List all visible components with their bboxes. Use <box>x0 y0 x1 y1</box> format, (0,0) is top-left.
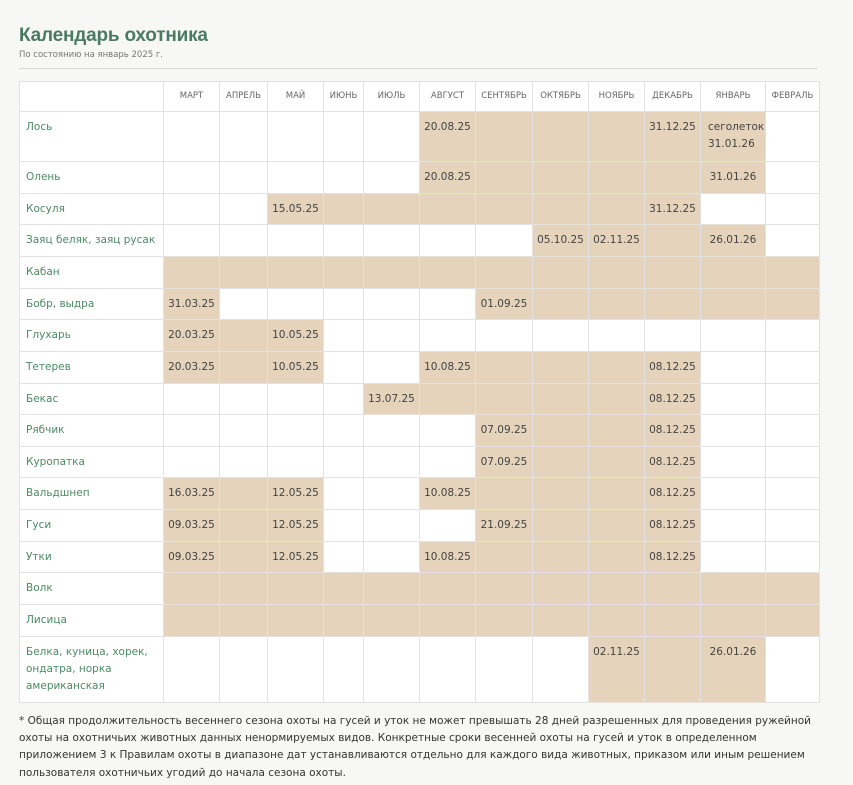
month-cell <box>766 352 820 384</box>
season-cell <box>589 289 645 320</box>
month-cell <box>420 415 476 447</box>
season-cell <box>364 194 420 225</box>
season-cell <box>220 510 268 542</box>
season-cell: 09.03.25 <box>164 510 220 542</box>
season-cell: 08.12.25 <box>645 510 701 542</box>
season-cell <box>324 573 364 605</box>
table-row <box>20 384 820 415</box>
month-cell <box>324 384 364 415</box>
season-cell <box>645 162 701 194</box>
season-cell: 31.12.25 <box>645 194 701 225</box>
season-cell: 12.05.25 <box>268 478 324 510</box>
month-cell <box>220 112 268 162</box>
season-cell <box>364 257 420 289</box>
month-cell <box>364 112 420 162</box>
month-cell <box>701 384 766 415</box>
animal-name: Лось <box>20 112 164 162</box>
footnote: * Общая продолжительность весеннего сезона охоты на гусей и уток не может превышать 28 дней разрешенных для проведения ружейной охоты на охотничьих животных данных ненормируемых видов. Конкретные сроки весенней охоты на гусей и уток в определенном приложением 3 к Правилам охоты в диапазоне дат устанавливаются отдельно для каждого вида животных, приказом или иным решением пользователя охотничьих угодий до начала сезона охоты. <box>19 715 811 779</box>
season-cell <box>766 605 820 637</box>
table-row <box>20 510 820 542</box>
month-cell <box>364 447 420 478</box>
month-cell <box>701 542 766 573</box>
month-cell <box>220 447 268 478</box>
season-cell <box>164 257 220 289</box>
page-subtitle: По состоянию на январь 2025 г. <box>19 50 164 60</box>
season-cell <box>701 289 766 320</box>
season-cell <box>420 257 476 289</box>
season-cell <box>220 257 268 289</box>
season-cell <box>476 542 533 573</box>
month-header: МАЙ <box>268 82 324 112</box>
calendar-body <box>20 112 820 703</box>
month-cell <box>701 352 766 384</box>
season-cell <box>766 257 820 289</box>
table-row <box>20 320 820 352</box>
season-cell <box>164 605 220 637</box>
month-cell <box>220 415 268 447</box>
month-cell <box>766 194 820 225</box>
table-row <box>20 225 820 257</box>
table-row <box>20 637 820 703</box>
season-cell <box>589 194 645 225</box>
season-cell <box>645 637 701 703</box>
month-cell <box>364 162 420 194</box>
season-cell <box>533 447 589 478</box>
season-cell: 16.03.25 <box>164 478 220 510</box>
month-cell <box>220 162 268 194</box>
animal-name: Волк <box>20 573 164 605</box>
month-cell <box>364 225 420 257</box>
animal-name: Белка, куница, хорек, ондатра, норка американская <box>20 637 164 703</box>
season-cell <box>766 573 820 605</box>
season-cell: 08.12.25 <box>645 415 701 447</box>
month-cell <box>164 225 220 257</box>
month-cell <box>533 637 589 703</box>
season-cell: 02.11.25 <box>589 225 645 257</box>
month-cell <box>324 289 364 320</box>
season-cell: 10.05.25 <box>268 352 324 384</box>
month-header: ДЕКАБРЬ <box>645 82 701 112</box>
month-cell <box>533 320 589 352</box>
animal-name: Косуля <box>20 194 164 225</box>
month-header: СЕНТЯБРЬ <box>476 82 533 112</box>
season-cell <box>589 542 645 573</box>
month-header: ИЮНЬ <box>324 82 364 112</box>
month-cell <box>766 510 820 542</box>
month-cell <box>164 112 220 162</box>
month-cell <box>364 289 420 320</box>
season-cell <box>533 605 589 637</box>
season-cell: 20.03.25 <box>164 320 220 352</box>
animal-name: Лисица <box>20 605 164 637</box>
season-cell: 08.12.25 <box>645 384 701 415</box>
season-cell <box>220 478 268 510</box>
month-cell <box>476 225 533 257</box>
table-row <box>20 289 820 320</box>
season-cell <box>589 447 645 478</box>
month-cell <box>268 225 324 257</box>
season-cell: 01.09.25 <box>476 289 533 320</box>
season-cell <box>645 257 701 289</box>
season-cell: 15.05.25 <box>268 194 324 225</box>
month-header: ЯНВАРЬ <box>701 82 766 112</box>
month-cell <box>220 194 268 225</box>
month-cell <box>476 320 533 352</box>
month-cell <box>364 510 420 542</box>
page-title: Календарь охотника <box>19 25 208 46</box>
season-cell <box>645 289 701 320</box>
season-cell <box>589 384 645 415</box>
season-cell <box>533 194 589 225</box>
month-cell <box>164 162 220 194</box>
header-corner <box>20 82 164 112</box>
month-cell <box>268 289 324 320</box>
season-cell <box>533 289 589 320</box>
animal-name: Гуси <box>20 510 164 542</box>
season-cell: 08.12.25 <box>645 352 701 384</box>
table-row <box>20 415 820 447</box>
month-cell <box>220 289 268 320</box>
season-cell <box>766 289 820 320</box>
season-cell: 26.01.26 <box>701 637 766 703</box>
month-cell <box>766 542 820 573</box>
month-cell <box>164 194 220 225</box>
season-cell <box>268 257 324 289</box>
season-cell <box>364 605 420 637</box>
season-cell <box>324 605 364 637</box>
season-cell <box>533 384 589 415</box>
month-cell <box>324 415 364 447</box>
season-cell: 20.03.25 <box>164 352 220 384</box>
month-cell <box>164 637 220 703</box>
season-cell: 05.10.25 <box>533 225 589 257</box>
month-cell <box>324 112 364 162</box>
month-cell <box>364 320 420 352</box>
animal-name: Тетерев <box>20 352 164 384</box>
season-cell: 31.01.26 <box>701 162 766 194</box>
season-cell <box>324 257 364 289</box>
month-cell <box>324 225 364 257</box>
animal-name: Глухарь <box>20 320 164 352</box>
table-row <box>20 605 820 637</box>
season-cell <box>533 510 589 542</box>
month-cell <box>701 194 766 225</box>
title-divider <box>19 68 818 69</box>
season-cell <box>268 573 324 605</box>
animal-name: Куропатка <box>20 447 164 478</box>
season-cell <box>420 573 476 605</box>
month-cell <box>766 225 820 257</box>
month-cell <box>701 510 766 542</box>
season-cell <box>589 415 645 447</box>
season-cell: 26.01.26 <box>701 225 766 257</box>
table-row <box>20 478 820 510</box>
season-cell <box>476 162 533 194</box>
month-cell <box>220 637 268 703</box>
season-cell: сеголеток 31.01.26 <box>701 112 766 162</box>
season-cell: 08.12.25 <box>645 542 701 573</box>
season-cell <box>220 542 268 573</box>
season-cell <box>589 605 645 637</box>
season-cell <box>589 352 645 384</box>
animal-name: Вальдшнеп <box>20 478 164 510</box>
season-cell: 10.05.25 <box>268 320 324 352</box>
month-cell <box>420 225 476 257</box>
animal-name: Рябчик <box>20 415 164 447</box>
month-header: ФЕВРАЛЬ <box>766 82 820 112</box>
month-cell <box>164 415 220 447</box>
month-cell <box>324 478 364 510</box>
month-cell <box>766 637 820 703</box>
season-cell: 02.11.25 <box>589 637 645 703</box>
season-cell <box>589 257 645 289</box>
month-cell <box>766 162 820 194</box>
table-row <box>20 352 820 384</box>
animal-name: Олень <box>20 162 164 194</box>
animal-name: Бобр, выдра <box>20 289 164 320</box>
month-header: ИЮЛЬ <box>364 82 420 112</box>
month-header: НОЯБРЬ <box>589 82 645 112</box>
season-cell <box>476 194 533 225</box>
month-cell <box>476 637 533 703</box>
month-cell <box>268 384 324 415</box>
month-cell <box>324 447 364 478</box>
season-cell <box>533 162 589 194</box>
season-cell: 20.08.25 <box>420 162 476 194</box>
month-cell <box>701 320 766 352</box>
season-cell <box>533 112 589 162</box>
season-cell <box>476 573 533 605</box>
animal-name: Утки <box>20 542 164 573</box>
season-cell <box>701 605 766 637</box>
season-cell <box>476 352 533 384</box>
month-cell <box>766 478 820 510</box>
month-cell <box>268 415 324 447</box>
month-cell <box>324 352 364 384</box>
month-cell <box>701 415 766 447</box>
month-cell <box>164 384 220 415</box>
season-cell <box>533 542 589 573</box>
season-cell <box>701 257 766 289</box>
season-cell <box>533 257 589 289</box>
month-header: МАРТ <box>164 82 220 112</box>
month-cell <box>268 162 324 194</box>
month-cell <box>164 447 220 478</box>
season-cell <box>476 112 533 162</box>
season-cell: 31.12.25 <box>645 112 701 162</box>
hunting-calendar-table <box>19 81 820 703</box>
month-cell <box>766 384 820 415</box>
table-row <box>20 112 820 162</box>
season-cell <box>645 225 701 257</box>
season-cell <box>701 573 766 605</box>
month-header: АПРЕЛЬ <box>220 82 268 112</box>
season-cell <box>589 478 645 510</box>
month-cell <box>220 384 268 415</box>
month-cell <box>420 289 476 320</box>
month-cell <box>364 542 420 573</box>
table-row <box>20 257 820 289</box>
season-cell <box>364 573 420 605</box>
season-cell <box>533 352 589 384</box>
season-cell <box>476 384 533 415</box>
month-cell <box>645 320 701 352</box>
month-cell <box>364 637 420 703</box>
season-cell <box>220 573 268 605</box>
month-cell <box>420 637 476 703</box>
table-row <box>20 162 820 194</box>
season-cell <box>533 415 589 447</box>
table-row <box>20 542 820 573</box>
table-row <box>20 573 820 605</box>
season-cell <box>645 605 701 637</box>
season-cell <box>268 605 324 637</box>
season-cell <box>589 573 645 605</box>
animal-name: Бекас <box>20 384 164 415</box>
season-cell <box>420 194 476 225</box>
animal-name: Заяц беляк, заяц русак <box>20 225 164 257</box>
month-cell <box>766 112 820 162</box>
season-cell <box>476 605 533 637</box>
season-cell <box>589 510 645 542</box>
season-cell: 09.03.25 <box>164 542 220 573</box>
month-cell <box>324 320 364 352</box>
season-cell: 10.08.25 <box>420 542 476 573</box>
month-header: АВГУСТ <box>420 82 476 112</box>
month-cell <box>420 510 476 542</box>
month-cell <box>701 478 766 510</box>
season-cell <box>420 605 476 637</box>
season-cell <box>476 478 533 510</box>
month-cell <box>766 415 820 447</box>
table-row <box>20 447 820 478</box>
season-cell: 10.08.25 <box>420 478 476 510</box>
month-cell <box>420 447 476 478</box>
month-cell <box>364 415 420 447</box>
season-cell: 12.05.25 <box>268 510 324 542</box>
season-cell: 12.05.25 <box>268 542 324 573</box>
season-cell: 20.08.25 <box>420 112 476 162</box>
month-cell <box>766 447 820 478</box>
season-cell: 13.07.25 <box>364 384 420 415</box>
season-cell <box>324 194 364 225</box>
month-cell <box>324 637 364 703</box>
season-cell: 10.08.25 <box>420 352 476 384</box>
season-cell <box>220 605 268 637</box>
season-cell <box>220 320 268 352</box>
season-cell <box>420 384 476 415</box>
month-cell <box>268 637 324 703</box>
season-cell <box>164 573 220 605</box>
season-cell <box>533 478 589 510</box>
month-cell <box>701 447 766 478</box>
month-cell <box>364 352 420 384</box>
month-cell <box>766 320 820 352</box>
month-header-row <box>20 82 820 112</box>
season-cell <box>589 162 645 194</box>
season-cell: 07.09.25 <box>476 447 533 478</box>
month-cell <box>268 112 324 162</box>
month-cell <box>589 320 645 352</box>
month-header: ОКТЯБРЬ <box>533 82 589 112</box>
season-cell <box>533 573 589 605</box>
month-cell <box>324 542 364 573</box>
season-cell: 07.09.25 <box>476 415 533 447</box>
month-cell <box>324 510 364 542</box>
month-cell <box>364 478 420 510</box>
month-cell <box>420 320 476 352</box>
season-cell: 08.12.25 <box>645 447 701 478</box>
month-cell <box>324 162 364 194</box>
table-row <box>20 194 820 225</box>
season-cell <box>589 112 645 162</box>
season-cell: 31.03.25 <box>164 289 220 320</box>
season-cell <box>476 257 533 289</box>
month-cell <box>268 447 324 478</box>
season-cell: 08.12.25 <box>645 478 701 510</box>
month-cell <box>220 225 268 257</box>
animal-name: Кабан <box>20 257 164 289</box>
season-cell: 21.09.25 <box>476 510 533 542</box>
season-cell <box>220 352 268 384</box>
season-cell <box>645 573 701 605</box>
